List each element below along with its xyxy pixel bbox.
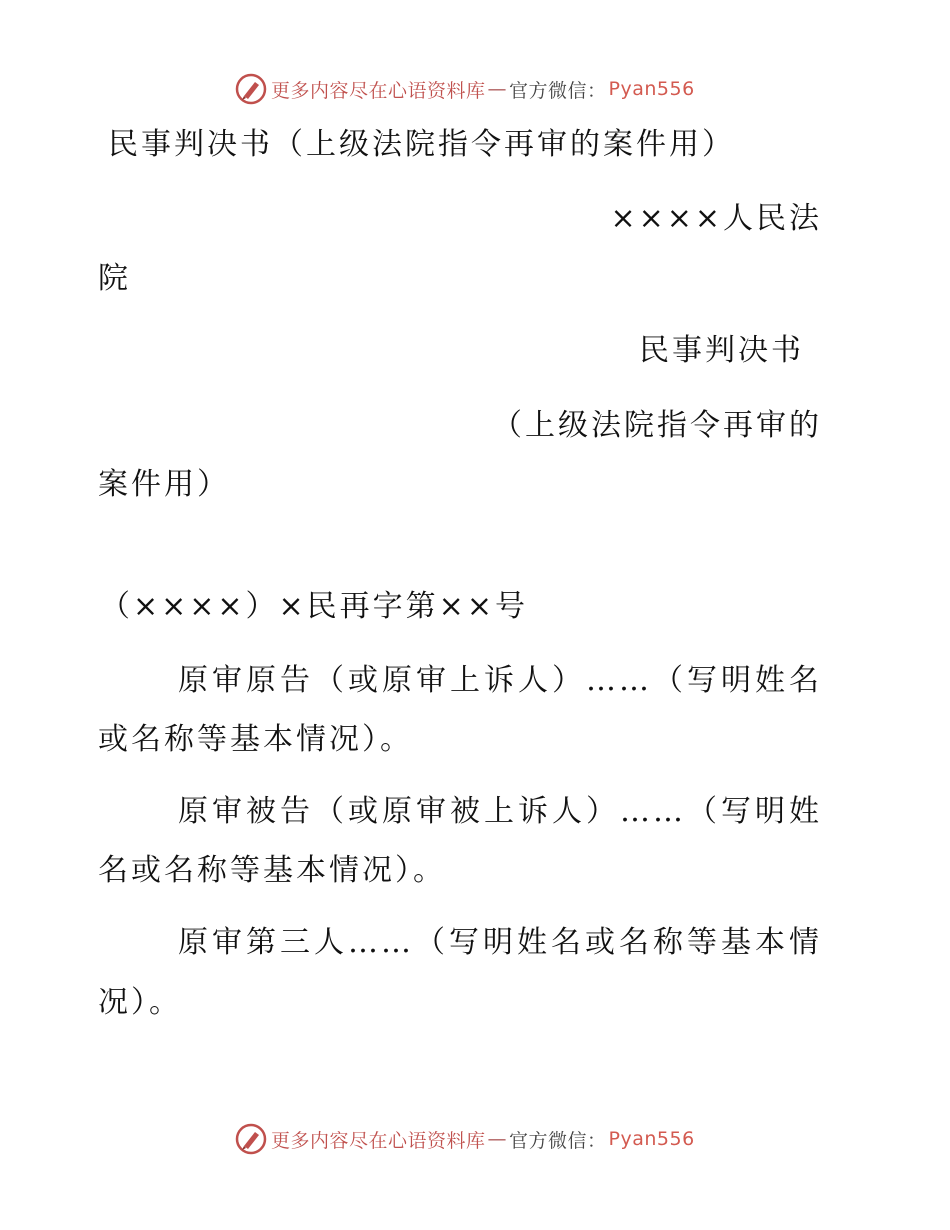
watermark-text: 更多内容尽在心语资料库 xyxy=(271,79,486,102)
judgment-title: 民事判决书 xyxy=(639,333,804,368)
judgment-subtitle-continuation: 案件用） xyxy=(98,467,230,502)
watermark-handle: Pyan556 xyxy=(608,1128,695,1150)
document-heading: 民事判决书（上级法院指令再审的案件用） xyxy=(108,127,735,162)
judgment-subtitle: （上级法院指令再审的 xyxy=(492,408,822,443)
court-name-continuation: 院 xyxy=(98,261,131,296)
pen-logo-icon xyxy=(235,73,267,105)
watermark-header xyxy=(235,72,735,106)
court-name-line: ××××人民法 xyxy=(610,201,822,236)
third-party-paragraph-line-1: 原审第三人……（写明姓名或名称等基本情 xyxy=(178,925,822,960)
pen-logo-icon xyxy=(235,1123,267,1155)
watermark-separator: — xyxy=(487,1128,508,1150)
watermark-text: 更多内容尽在心语资料库 xyxy=(271,1129,486,1152)
defendant-paragraph-line-1: 原审被告（或原审被上诉人）……（写明姓 xyxy=(178,794,822,829)
watermark-wechat-label: 官方微信： xyxy=(509,1129,607,1152)
plaintiff-paragraph-line-2: 或名称等基本情况）。 xyxy=(98,722,413,757)
defendant-paragraph-line-2: 名或名称等基本情况）。 xyxy=(98,853,446,888)
watermark-separator: — xyxy=(487,78,508,100)
case-number: （××××）×民再字第××号 xyxy=(100,589,528,624)
watermark-wechat-label: 官方微信： xyxy=(509,79,607,102)
third-party-paragraph-line-2: 况）。 xyxy=(98,985,182,1020)
watermark-handle: Pyan556 xyxy=(608,78,695,100)
watermark-footer xyxy=(235,1122,735,1156)
plaintiff-paragraph-line-1: 原审原告（或原审上诉人）……（写明姓名 xyxy=(178,663,822,698)
